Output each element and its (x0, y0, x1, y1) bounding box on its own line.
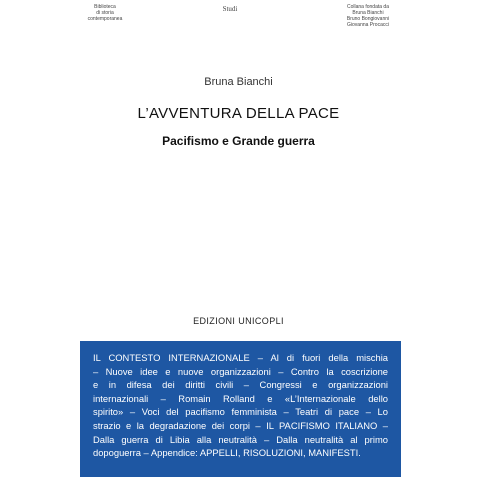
contents-line: spirito» – Voci del pacifismo femminista – Teatri di pace – Lo (93, 406, 388, 418)
series-editors-line: Bruna Bianchi (352, 10, 384, 16)
series-name: Studi (222, 5, 238, 13)
contents-line: e in difesa dei diritti civili – Congressi e organizzazioni (93, 379, 388, 391)
series-editors (318, 4, 418, 28)
contents-line: IL CONTESTO INTERNAZIONALE – Al di fuori della mischia (93, 352, 388, 363)
contents-text (93, 351, 388, 460)
contents-line: internazionali – Romain Rolland e «L’Internazionale dello (93, 392, 388, 404)
contents-box (80, 341, 401, 477)
contents-line: dopoguerra – Appendice: APPELLI, RISOLUZIONI, MANIFESTI. (93, 447, 361, 459)
author-name: Bruna Bianchi (204, 76, 273, 88)
series-editors-line: Collana fondata da (347, 4, 389, 10)
series-left-line: Biblioteca (94, 4, 116, 10)
contents-line: strazio e la degradazione dei corpi – IL PACIFISMO ITALIANO – (93, 419, 388, 431)
contents-line: Dalla guerra di Libia alla neutralità – Dalla neutralità al primo (93, 433, 388, 445)
series-left-line: contemporanea (87, 16, 123, 22)
contents-line: – Nuove idee e nuove organizzazioni – Contro la coscrizione (93, 365, 388, 377)
series-left-label (60, 4, 150, 22)
series-editors-line: Bruno Bongiovanni (346, 16, 390, 22)
series-left-line: di storia (96, 10, 114, 16)
publisher-name: EDIZIONI UNICOPLI (193, 316, 284, 326)
series-editors-line: Giovanna Procacci (347, 22, 389, 28)
book-subtitle: Pacifismo e Grande guerra (162, 134, 315, 148)
book-title: L’AVVENTURA DELLA PACE (137, 105, 340, 122)
